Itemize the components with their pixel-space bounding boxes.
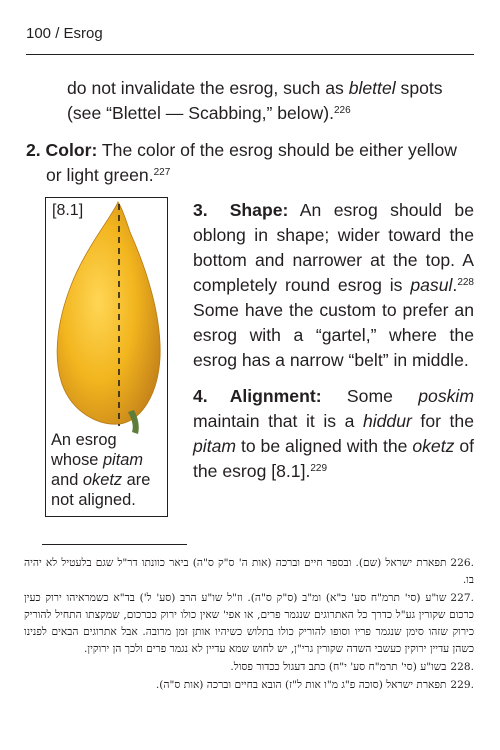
figure-label: [8.1] — [52, 202, 84, 219]
footnote-number: 229. — [450, 679, 474, 691]
footnote-ref-228[interactable]: 228 — [457, 277, 474, 288]
color-paragraph — [26, 138, 474, 188]
alignment-number: 4. — [193, 386, 208, 406]
color-text: The color of the esrog should be either yellow or light green. — [46, 140, 457, 185]
footnote-number: 228. — [450, 661, 474, 673]
alignment-text-5: of the esrog [8.1]. — [193, 436, 475, 481]
alignment-text-1: Some — [321, 386, 419, 406]
footnote-ref-226[interactable]: 226 — [333, 105, 351, 116]
footnote-text: תפארת ישראל (סוכה פ"ג מ"ו אות ל"ז) הובא בחיים וברכה (אות ס"ה). — [155, 679, 447, 691]
alignment-poskim: poskim — [418, 386, 474, 406]
footnote-226 — [24, 555, 474, 589]
body-text — [26, 76, 474, 188]
alignment-oketz: oketz — [412, 436, 455, 456]
alignment-text-3: for the — [411, 411, 474, 431]
footnote-227 — [24, 590, 474, 658]
esrog-fruit — [57, 202, 160, 424]
caption-text-c: are not aligned. — [51, 471, 151, 509]
footnote-number: 227. — [450, 592, 474, 604]
alignment-text-2: maintain that it is a — [193, 411, 363, 431]
shape-pasul: pasul — [410, 275, 453, 295]
shape-text-3: Some have the custom to prefer an esrog with a “gartel,” where the esrog has a narrow “belt” in middle. — [193, 300, 474, 370]
intro-paragraph — [67, 76, 474, 126]
shape-text-2: . — [452, 275, 458, 295]
shape-heading: Shape: — [229, 200, 289, 220]
footnote-number: 226. — [450, 557, 474, 569]
footnote-text: תפארת ישראל (שם). ובספר חיים וברכה (אות ה' ס"ק ס"ה) ביאר כוונתו דר"ל שגם בלעטיל לא יהיה בו. — [24, 557, 474, 586]
alignment-pitam: pitam — [193, 436, 237, 456]
footnote-229 — [24, 677, 474, 694]
footnote-text: בשו"ע (סי' תרמ"ח סע' י"ח) כתב דעגול ככדור פסול. — [230, 661, 447, 673]
caption-text-a: An esrog whose — [51, 431, 117, 469]
page-header-text: 100 / Esrog — [26, 25, 103, 42]
shape-paragraph — [193, 198, 474, 373]
intro-text: do not invalidate the esrog, such as — [67, 78, 349, 98]
footnotes — [24, 555, 474, 695]
footnote-ref-229[interactable]: 229 — [310, 463, 328, 474]
footnote-text: שו"ע (סי' תרמ"ח סע' כ"א) ומ"ב (ס"ק ס"ה). וז"ל שו"ע הרב (סע' ל') בד"א כשמראיהו ירוק כעין כרכום שקורין גע"ל כדרך כל האתרוגים שנגמר פרים, או אפי' שאין כולו ירוק ככרכום, שמקצתו התחיל להוריק כירוק שזהו סימן שנגמר פריו וסופו להוריק כולו בתלוש כשיהיו אותן זמן מרובה. אבל אתרוגים הבאים לפנינו כשהן עדיין ירוקין כעשבי השדה שקורין גרי"ן, יש לחוש שמא עדיין לא נגמר פרים ולכך הן ירוקין. — [24, 592, 474, 655]
shape-number: 3. — [193, 200, 208, 220]
caption-text-b: and — [51, 471, 83, 489]
figure-caption — [46, 430, 167, 510]
figure-8-1 — [45, 197, 168, 517]
caption-pitam: pitam — [102, 451, 144, 469]
alignment-heading: Alignment: — [229, 386, 322, 406]
page-header — [26, 14, 474, 55]
right-column — [193, 198, 474, 484]
footnote-divider — [42, 544, 187, 545]
alignment-hiddur: hiddur — [362, 411, 412, 431]
shape-text: An esrog should be oblong in shape; wider toward the bottom and narrower at the top. A completely round esrog is — [193, 200, 474, 295]
alignment-paragraph — [193, 384, 474, 484]
color-heading: 2. Color: — [26, 140, 98, 160]
caption-oketz: oketz — [82, 471, 123, 489]
intro-italic: blettel — [348, 78, 396, 98]
alignment-text-4: to be aligned with the — [236, 436, 413, 456]
intro-text-2: spots (see “Blettel — Scabbing,” below). — [67, 78, 443, 123]
footnote-ref-227[interactable]: 227 — [153, 167, 171, 178]
footnote-228 — [24, 659, 474, 676]
